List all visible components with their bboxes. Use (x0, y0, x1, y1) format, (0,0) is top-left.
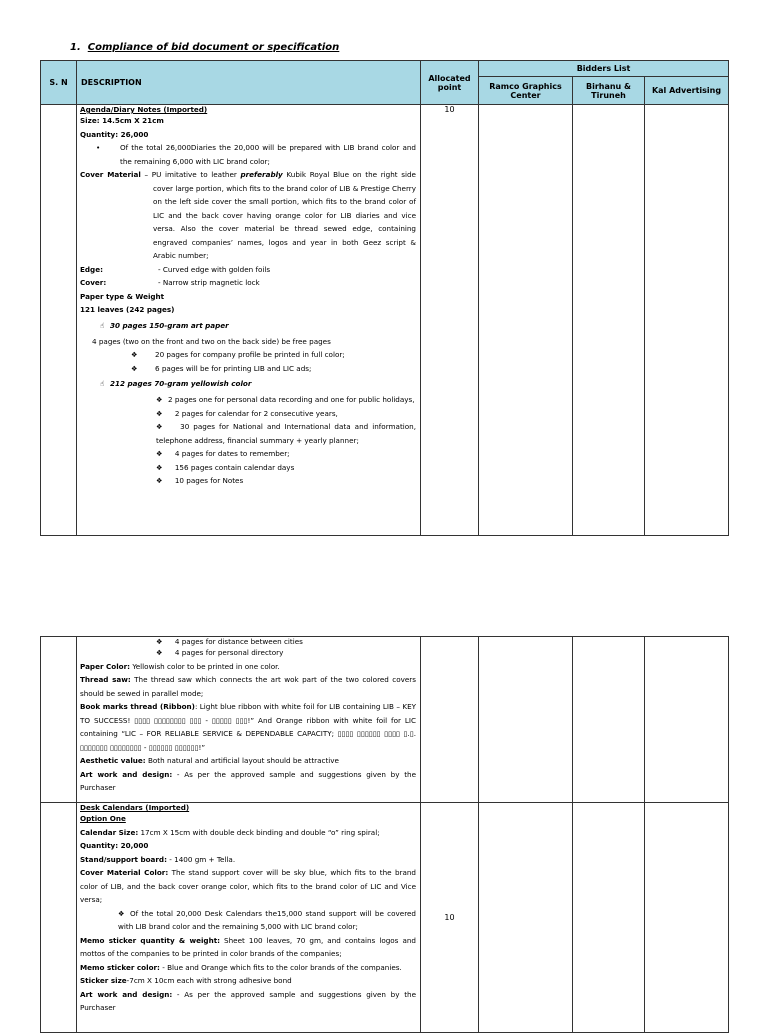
size-value: 14.5cm X 21cm (99, 116, 164, 125)
cover-lock-label: Cover: (80, 278, 107, 287)
stand-value: - 1400 gm + Tella. (166, 854, 236, 864)
list-item: 4 pages (two on the front and two on the back side) be free pages (92, 336, 331, 346)
allocated-point-cell: 10 (421, 105, 479, 536)
list-item-text: 4 pages for dates to remember; (174, 449, 290, 458)
description-cell (77, 105, 421, 536)
thread-label: Thread saw: (80, 675, 131, 684)
bookmark-label: Book marks thread (Ribbon) (80, 702, 195, 711)
header-bidder-kal: Kal Advertising (645, 77, 729, 105)
quantity-label: Quantity (80, 129, 116, 139)
sub-heading-yellowish: ☝ 212 pages 70-gram yellowish color (80, 375, 416, 393)
memo-color-label: Memo sticker color: (80, 962, 160, 972)
memo-color-value: - Blue and Orange which fits to the color brands of the companies. (159, 962, 402, 972)
bidder-cell (573, 105, 645, 536)
artwork-value: - As per the approved sample and suggestions given by the Purchaser (80, 989, 416, 1012)
item-title: Agenda/Diary Notes (Imported) (80, 105, 208, 114)
aesthetic-value: Both natural and artificial layout should be attractive (145, 756, 339, 765)
bidder-cell (573, 637, 645, 803)
paper-type-heading: Paper type & Weight (80, 291, 165, 301)
list-item-text: 30 pages for National and International data and information, telephone address, financial summary + yearly planner; (156, 422, 416, 445)
calendar-size-label: Calendar Size: (80, 827, 139, 837)
thread-value: The thread saw which connects the art wok part of the two colored covers should be sewed in parallel mode; (80, 675, 416, 698)
compliance-table-continued (40, 636, 729, 1033)
calendar-size-value: 17cm X 15cm with double deck binding and double “o” ring spiral; (138, 827, 380, 837)
edge-value: - Curved edge with golden foils (158, 264, 271, 274)
paper-color-label: Paper Color: (80, 661, 131, 671)
section-heading: Compliance of bid document or specification (87, 42, 340, 53)
cover-color-value: The stand support cover will be sky blue, which fits to the brand color of LIB, and the back cover orange color, which fits to the brand color of LIC and Vice versa; (80, 868, 416, 904)
artwork-label: Art work and design: (80, 989, 173, 999)
cover-text: – PU imitative to leather (140, 170, 241, 179)
option-heading: Option One (80, 814, 126, 823)
sn-cell (41, 637, 77, 803)
item-title: Desk Calendars (Imported) (80, 803, 190, 812)
artwork-value: - As per the approved sample and suggestions given by the Purchaser (80, 769, 416, 792)
list-item (80, 407, 416, 421)
list-item: ❖ 6 pages will be for printing LIB and LIC ads; (80, 362, 416, 376)
list-item: ❖ 20 pages for company profile be printed in full color; (80, 348, 416, 362)
list-item-text: 4 pages for distance between cities (174, 637, 303, 646)
sticker-size-value: -7cm X 10cm each with strong adhesive bond (126, 976, 292, 985)
cover-preferably: preferably (240, 170, 283, 179)
bidder-cell (479, 803, 573, 1033)
header-bidders-list: Bidders List (479, 61, 729, 77)
list-item (80, 447, 416, 461)
bookmark-value: : Light blue ribbon with white foil for LIB containing LIB – KEY TO SUCCESS! ▯▯▯▯ ▯▯▯▯▯▯▯▯ ▯▯▯ - ▯▯▯▯▯ ▯▯▯!” And Orange ribbon with white foil for LIC containing “LIC – FOR RELIABLE SERVICE & DEPENDABLE CAPACITY; ▯▯▯▯ ▯▯▯▯▯▯ ▯▯▯▯ ▯.▯. ▯▯▯▯▯▯▯ ▯▯▯▯▯▯▯▯ - ▯▯▯▯▯▯ ▯▯▯▯▯▯!” (80, 702, 416, 752)
description-cell (77, 803, 421, 1033)
quantity-label: Quantity: 20,000 (80, 841, 149, 850)
leaves-heading: 121 leaves (242 pages) (80, 305, 175, 314)
section-title (70, 42, 339, 53)
aesthetic-label: Aesthetic value: (80, 756, 146, 765)
quantity-value: : 26,000 (115, 129, 149, 139)
cover-label: Cover Material (80, 170, 141, 179)
cover-text-cont: Kubik Royal Blue on the right side cover large portion, which fits to the brand color of LIB & Prestige Cherry on the left side cover the small portion, which fits to the brand color of LIC and the back cover having orange color for LIB diaries and vice versa. Also the cover material be thread sewed edge, containing engraved companies’ names, logos and year in both Geez script & Arabic number; (153, 170, 416, 260)
list-item (80, 420, 416, 447)
list-item (80, 646, 416, 660)
table-row (41, 803, 729, 1033)
sticker-size-label: Sticker size (80, 976, 127, 985)
cover-color-label: Cover Material Color: (80, 868, 169, 877)
list-item (80, 461, 416, 475)
stand-label: Stand/support board: (80, 854, 167, 864)
compliance-table (40, 60, 729, 536)
description-cell (77, 637, 421, 803)
allocated-point-cell: 10 (421, 803, 479, 1033)
paper-color-value: Yellowish color to be printed in one color. (130, 661, 280, 671)
bidder-cell (479, 637, 573, 803)
header-bidder-ramco: Ramco Graphics Center (479, 77, 573, 105)
list-item-text: Of the total 20,000 Desk Calendars the15,000 stand support will be covered with LIB brand color and the remaining 5,000 with LIC brand color; (118, 908, 416, 931)
list-item-text: 2 pages for calendar for 2 consecutive years, (174, 408, 338, 418)
header-bidder-birhanu: Birhanu & Tiruneh (573, 77, 645, 105)
allocated-point-cell (421, 637, 479, 803)
header-description: DESCRIPTION (77, 61, 421, 105)
edge-label: Edge: (80, 264, 103, 274)
sn-cell (41, 803, 77, 1033)
list-item-text: 156 pages contain calendar days (174, 462, 295, 472)
header-sn: S. N (41, 61, 77, 105)
sn-cell (41, 105, 77, 536)
table-row (41, 637, 729, 803)
list-item: • Of the total 26,000Diaries the 20,000 will be prepared with LIB brand color and the remaining 6,000 with LIC brand color; (80, 141, 416, 168)
list-item-text: 10 pages for Notes (174, 476, 244, 485)
bidder-cell (573, 803, 645, 1033)
bidder-cell (645, 105, 729, 536)
section-number: 1. (70, 42, 81, 53)
list-item (80, 474, 416, 488)
sub-heading-art-paper: ☝ 30 pages 150-gram art paper (80, 317, 416, 335)
bidder-cell (645, 637, 729, 803)
memo-qty-label: Memo sticker quantity & weight: (80, 935, 221, 945)
list-item (80, 907, 416, 934)
size-label: Size: (80, 116, 100, 125)
bidder-cell (645, 803, 729, 1033)
artwork-label: Art work and design: (80, 769, 173, 779)
list-item-text: 2 pages one for personal data recording and one for public holidays, (168, 395, 415, 404)
memo-qty-value: Sheet 100 leaves, 70 gm, and contains logos and mottos of the companies to be printed in color brands of the companies; (80, 935, 416, 958)
bidder-cell (479, 105, 573, 536)
header-allocated-point: Allocated point (421, 61, 479, 105)
list-item (80, 393, 416, 407)
cover-lock-value: - Narrow strip magnetic lock (158, 278, 260, 287)
list-item (80, 637, 416, 646)
list-item-text: 4 pages for personal directory (174, 648, 284, 657)
table-row (41, 105, 729, 536)
